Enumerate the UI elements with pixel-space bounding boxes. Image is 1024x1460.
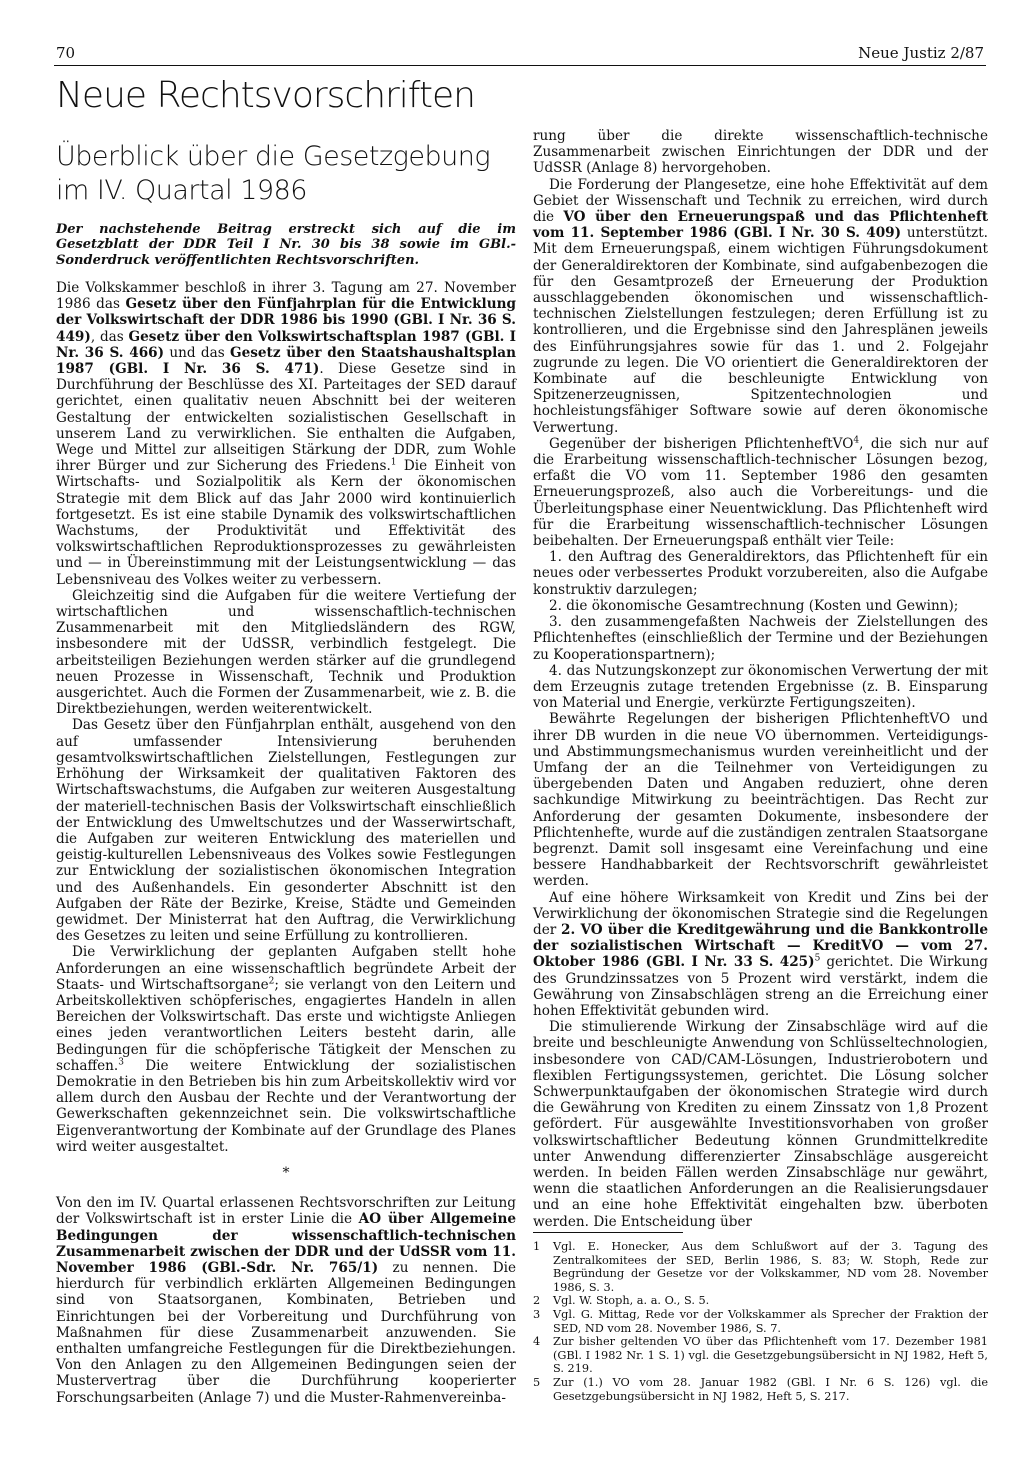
paragraph: rung über die direkte wissenschaftlich-technische Zusammenarbeit zwischen Einrichtungen der DDR und der UdSSR (Anlage 8) hervorgehoben. <box>533 128 988 177</box>
paragraph: Die stimulierende Wirkung der Zinsabschläge wird auf die breite und beschleunigte Anwendung von Schlüsseltechnologien, insbesondere von CAD/CAM-Lösungen, Industrierobotern und flexiblen Fertigungssystemen, gerichtet. Die Lösung solcher Schwerpunktaufgaben der ökonomischen Strategie wird durch die Gewährung von Krediten zu einem Zinssatz von 1,8 Prozent gefördert. Für ausgewählte Investitionsvorhaben von großer volkswirtschaftlicher Bedeutung können Grundmittelkredite unter Anwendung differenzierter Zinsabschläge ausgereicht werden. In beiden Fällen werden Zinsabschläge nur gewährt, wenn die staatlichen Anforderungen an die Realisierungsdauer und an eine hohe Effektivität eingehalten bzw. überboten werden. Die Entscheidung über <box>533 1019 988 1230</box>
article-title-line2: im IV. Quartal 1986 <box>56 174 307 206</box>
paragraph: Bewährte Regelungen der bisherigen PflichtenheftVO und ihrer DB wurden in die neue VO übernommen. Verteidigungs- und Abstimmungsmechanismus wurden vereinheitlicht und der Umfang der an die Teilnehmer von Verteidigungen zu übergebenden Daten und Angaben reduziert, ohne deren sachkundige Mitwirkung zu beeinträchtigen. Das Recht zur Anforderung der gesamten Dokumente, insbesondere der Pflichtenhefte, wurde auf die zuständigen zentralen Staatsorgane begrenzt. Damit soll insgesamt eine Vereinfachung und eine bessere Handhabbarkeit der Rechtsvorschrift gewährleistet werden. <box>533 711 988 890</box>
paragraph: Von den im IV. Quartal erlassenen Rechtsvorschriften zur Leitung der Volkswirtschaft ist in erster Linie die AO über Allgemeine Bedingungen der wissenschaftlich-technischen Zusammenarbeit zwischen der DDR und der UdSSR vom 11. November 1986 (GBl.-Sdr. Nr. 765/1) zu nennen. Die hierdurch für verbindlich erklärten Allgemeinen Bedingungen sind von Staatsorganen, Kombinaten, Betrieben und Einrichtungen bei der Vorbereitung und Durchführung von Maßnahmen für diese Zusammenarbeit anzuwenden. Sie enthalten umfangreiche Festlegungen für die Direktbeziehungen. Von den Anlagen zu den Allgemeinen Bedingungen seien der Mustervertrag über die Durchführung kooperierter Forschungsarbeiten (Anlage 7) und die Muster-Rahmenvereinba- <box>56 1195 516 1406</box>
footnote-ref: 4 <box>853 435 860 446</box>
paragraph: Die Volkskammer beschloß in ihrer 3. Tagung am 27. November 1986 das Gesetz über den Fünfjahrplan für die Entwicklung der Volkswirtschaft der DDR 1986 bis 1990 (GBl. I Nr. 36 S. 449), das Gesetz über den Volkswirtschaftsplan 1987 (GBl. I Nr. 36 S. 466) und das Gesetz über den Staatshaushaltsplan 1987 (GBl. I Nr. 36 S. 471). Diese Gesetze sind in Durchführung der Beschlüsse des XI. Parteitages der SED darauf gerichtet, einen qualitativ neuen Abschnitt bei der weiteren Gestaltung der entwickelten sozialistischen Gesellschaft in unserem Land zu verwirklichen. Sie enthalten die Aufgaben, Wege und Mittel zur allseitigen Stärkung der DDR, zum Wohle ihrer Bürger und zur Sicherung des Friedens.$^1$ Die Einheit von Wirtschafts- und Sozialpolitik als Kern der ökonomischen Strategie mit dem Blick auf das Jahr 2000 wird kontinuierlich fortgesetzt. Es ist eine stabile Dynamik des volkswirtschaftlichen Wachstums, der Produktivität und Effektivität des volkswirtschaftlichen Reproduktionsprozesses zu gewährleisten und — in Übereinstimmung mit der Leistungsentwicklung — das Lebensniveau des Volkes weiter zu verbessern. <box>56 280 517 588</box>
footnote: 2 Vgl. W. Stoph, a. a. O., S. 5. <box>533 1294 710 1308</box>
paragraph: Die Forderung der Plangesetze, eine hohe Effektivität auf dem Gebiet der Wissenschaft und Technik zu erreichen, wird durch die VO über den Erneuerungspaß und das Pflichtenheft vom 11. September 1986 (GBl. I Nr. 30 S. 409) unterstützt. Mit dem Erneuerungspaß, einem wichtigen Führungsdokument der Generaldirektoren der Kombinate, sind aufgabenbezogen die für den Gesamtprozeß der Erneuerung der Produktion ausschlaggebenden ökonomischen und wissenschaftlich-technischen Zielstellungen festzulegen; deren Erfüllung ist zu kontrollieren, und die Ergebnisse sind den Jahresplänen jeweils des Einführungsjahres sowie für das 1. und 2. Folgejahr zugrunde zu legen. Die VO orientiert die Generaldirektoren der Kombinate auf die beschleunigte Entwicklung von Spitzenerzeugnissen, Spitzentechnologien und hochleistungsfähiger Software sowie auf deren ökonomische Verwertung. <box>533 176 988 436</box>
lead-paragraph: Der nachstehende Beitrag erstreckt sich auf die im Gesetzblatt der DDR Teil I Nr. 30 bis 38 sowie im GBl.-Sonderdruck veröffentlichten Rechtsvorschriften. <box>56 221 516 268</box>
section-separator: * <box>282 1164 290 1181</box>
list-item: 3. den zusammengefaßten Nachweis der Zielstellungen des Pflichtenheftes (einschließlich der Termine und der Beziehungen zu Kooperationspartnern); <box>533 614 988 663</box>
footnote: 1 Vgl. E. Honecker, Aus dem Schlußwort auf der 3. Tagung des Zentralkomitees der SED, Berlin 1986, S. 83; W. Stoph, Rede zur Begründung der Gesetze vor der Volkskammer, ND vom 28. November 1986, S. 3. <box>533 1240 988 1294</box>
footnotes <box>533 1240 988 1403</box>
footnote: 5 Zur (1.) VO vom 28. Januar 1982 (GBl. I Nr. 6 S. 126) vgl. die Gesetzgebungsübersicht in NJ 1982, Heft 5, S. 217. <box>533 1375 988 1403</box>
footnote-ref: 2 <box>268 976 275 987</box>
footnote-ref: 5 <box>814 953 821 964</box>
paragraph: Auf eine höhere Wirksamkeit von Kredit und Zins bei der Verwirklichung der ökonomischen Strategie sind die Regelungen der 2. VO über die Kreditgewährung und die Bankkontrolle der sozialistischen Wirtschaft — KreditVO — vom 27. Oktober 1986 (GBl. I Nr. 33 S. 425)$^5$ gerichtet. Die Wirkung des Grundzinssatzes von 5 Prozent wird verstärkt, indem die Gewährung von Zinsabschlägen streng an die Erreichung einer hohen Effektivität gebunden wird. <box>533 889 988 1019</box>
header-rule <box>54 65 986 66</box>
paragraph: Das Gesetz über den Fünfjahrplan enthält, ausgehend von den auf umfassender Intensivierung beruhenden gesamtvolkswirtschaftlichen Zielstellungen, Festlegungen zur Erhöhung der Wirksamkeit der qualitativen Faktoren des Wirtschaftswachstums, die Aufgaben zur weiteren Ausgestaltung der materiell-technischen Basis der Volkswirtschaft einschließlich der Entwicklung des Umweltschutzes und der Wasserwirtschaft, die Aufgaben zur weiteren Entwicklung des materiellen und geistig-kulturellen Lebensniveaus des Volkes sowie Festlegungen zur Entwicklung der sozialistischen ökonomischen Integration und des Außenhandels. Ein gesonderter Abschnitt ist den Aufgaben der Räte der Bezirke, Kreise, Städte und Gemeinden gewidmet. Der Ministerrat hat den Auftrag, die Verwirklichung des Gesetzes zu leiten und seine Erfüllung zu kontrollieren. <box>56 717 516 945</box>
footnote: 3 Vgl. G. Mittag, Rede vor der Volkskammer als Sprecher der Fraktion der SED, ND vom 28. November 1986, S. 7. <box>533 1307 988 1335</box>
journal-issue: Neue Justiz 2/87 <box>858 44 984 62</box>
footnote-rule <box>533 1232 683 1233</box>
footnote-ref: 1 <box>390 457 397 468</box>
section-title: Neue Rechtsvorschriften <box>56 75 475 116</box>
page-number: 70 <box>56 44 76 62</box>
footnote-ref: 3 <box>118 1057 124 1068</box>
right-column <box>533 128 988 1230</box>
list-item: 1. den Auftrag des Generaldirektors, das Pflichtenheft für ein neues oder verbessertes Produkt vorzubereiten, also die Aufgabe konstruktiv darzulegen; <box>533 549 988 598</box>
paragraph: Gegenüber der bisherigen PflichtenheftVO$^4$, die sich nur auf die Erarbeitung wissenschaftlich-technischer Lösungen bezog, erfaßt die VO vom 11. September 1986 den gesamten Erneuerungsprozeß, also auch die Vorbereitungs- und die Überleitungsphase einer Neuentwicklung. Das Pflichtenheft wird für die Erarbeitung wissenschaftlich-technischer Lösungen beibehalten. Der Erneuerungspaß enthält vier Teile: <box>533 435 989 550</box>
paragraph: Gleichzeitig sind die Aufgaben für die weitere Vertiefung der wirtschaftlichen und wissenschaftlich-technischen Zusammenarbeit mit den Mitgliedsländern des RGW, insbesondere mit der UdSSR, verbindlich festgelegt. Die arbeitsteiligen Beziehungen werden stärker auf die grundlegend neuen Prozesse in Wissenschaft, Technik und Produktion ausgerichtet. Auch die Formen der Zusammenarbeit, wie z. B. die Direktbeziehungen, werden weiterentwickelt. <box>56 587 516 718</box>
article-title <box>56 140 516 208</box>
paragraph: Die Verwirklichung der geplanten Aufgaben stellt hohe Anforderungen an eine wissenschaftlich begründete Arbeit der Staats- und Wirtschaftsorgane$^2$; sie verlangt von den Leitern und Arbeitskollektiven schöpferisches, engagiertes Handeln in allen Bereichen der Volkswirtschaft. Das erste und wichtigste Anliegen eines jeden verantwortlichen Leiters besteht darin, alle Bedingungen für die schöpferische Tätigkeit der Menschen zu schaffen.$^3$ Die weitere Entwicklung der sozialistischen Demokratie in den Betrieben bis hin zum Arbeitskollektiv wird vor allem durch den Ausbau der Rechte und der Verantwortung der Gewerkschaften gekennzeichnet sein. Die volkswirtschaftliche Eigenverantwortung der Kombinate auf der Grundlage des Planes wird weiter ausgestaltet. <box>56 944 517 1155</box>
article-title-line1: Überblick über die Gesetzgebung <box>56 141 491 172</box>
footnote: 4 Zur bisher geltenden VO über das Pflichtenheft vom 17. Dezember 1981 (GBl. I 1982 Nr. 1 S. 1) vgl. die Gesetzgebungsübersicht in NJ 1982, Heft 5, S. 219. <box>533 1335 988 1376</box>
left-column <box>56 140 516 1406</box>
list-item: 4. das Nutzungskonzept zur ökonomischen Verwertung der mit dem Erzeugnis zutage tretenden Ergebnisse (z. B. Einsparung von Material und Energie, verkürzte Fertigungszeiten). <box>533 662 988 712</box>
list-item: 2. die ökonomische Gesamtrechnung (Kosten und Gewinn); <box>549 597 959 614</box>
